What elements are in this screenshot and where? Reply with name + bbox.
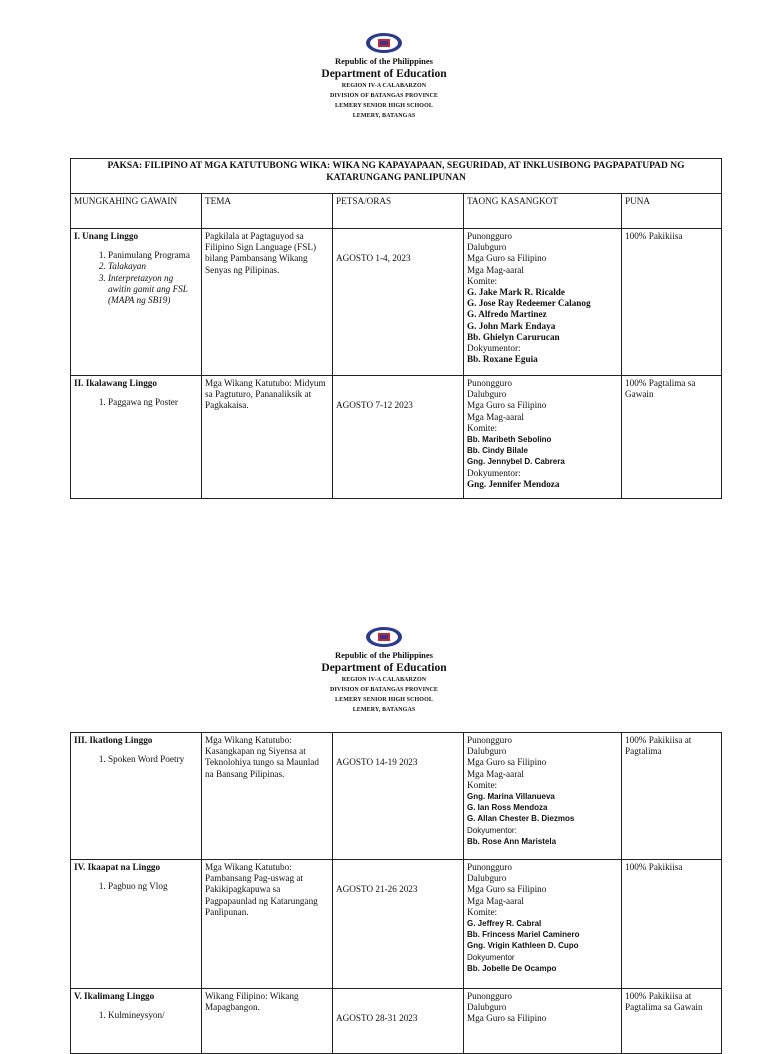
- schedule-table-2: [70, 732, 722, 1054]
- address-text: LEMERY, BATANGAS: [352, 707, 416, 713]
- date-cell: AGOSTO 21-26 2023: [333, 860, 464, 989]
- person-role: Komite:: [467, 779, 498, 790]
- theme-cell: Wikang Filipino: Wikang Mapagbangon.: [202, 989, 333, 1054]
- table-row: [71, 860, 722, 989]
- person-role: Dalubguro: [467, 746, 507, 757]
- week-label: IV. Ikaapat na Linggo: [74, 862, 161, 872]
- committee-member: Gng. Marina Villanueva: [467, 792, 555, 802]
- division-text: DIVISION OF BATANGAS PROVINCE: [330, 93, 438, 99]
- activity-list: [74, 250, 198, 306]
- committee-member: Bb. Maribeth Sebolino: [467, 435, 552, 445]
- activity-list: [74, 1010, 198, 1021]
- person-role: Dalubguro: [467, 389, 507, 400]
- committee-member: Gng. Jennybel D. Cabrera: [467, 457, 565, 467]
- remarks-cell: 100% Pakikiisa at Pagtalima: [622, 733, 722, 860]
- committee-member: Bb. Frincess Mariel Caminero: [467, 930, 580, 940]
- remarks-cell: 100% Pakikiisa: [622, 229, 722, 376]
- schedule-table-1: [70, 158, 722, 499]
- documentor-label: Dokyumentor:: [467, 467, 521, 478]
- division-text: DIVISION OF BATANGAS PROVINCE: [330, 687, 438, 693]
- department-text: Department of Education: [321, 68, 447, 80]
- date-cell: AGOSTO 14-19 2023: [333, 733, 464, 860]
- person-role: Mga Mag-aaral: [467, 768, 524, 779]
- committee-member: G. Alfredo Martinez: [467, 309, 547, 320]
- person-role: Dalubguro: [467, 1002, 507, 1013]
- committee-member: G. Jeffrey R. Cabral: [467, 919, 542, 929]
- person-role: Dalubguro: [467, 873, 507, 884]
- people-cell: [464, 376, 622, 499]
- committee-member: Gng. Vrigin Kathleen D. Cupo: [467, 941, 579, 951]
- activity-item: 1. Pagbuo ng Vlog: [108, 881, 198, 892]
- person-role: Mga Guro sa Filipino: [467, 400, 547, 411]
- table-row: [71, 376, 722, 499]
- person-role: Mga Guro sa Filipino: [467, 757, 547, 768]
- remarks-cell: 100% Pagtalima sa Gawain: [622, 376, 722, 499]
- person-role: Punongguro: [467, 231, 512, 241]
- theme-cell: Mga Wikang Katutubo: Midyum sa Pagtuturo, Pananaliksik at Pagkakaisa.: [202, 376, 333, 499]
- week-label: I. Unang Linggo: [74, 231, 139, 241]
- table-row: [71, 229, 722, 376]
- theme-cell: Mga Wikang Katutubo: Pambansang Pag-uswag at Pakikipagkapuwa sa Pagpapaunlad ng Katarungang Panlipunan.: [202, 860, 333, 989]
- person-role: Komite:: [467, 422, 498, 433]
- documentor-name: Bb. Roxane Eguia: [467, 354, 538, 365]
- week-label: V. Ikalimang Linggo: [74, 991, 155, 1001]
- activity-list: [74, 881, 198, 892]
- table-row: [71, 989, 722, 1054]
- person-role: Mga Guro sa Filipino: [467, 253, 547, 264]
- people-cell: [464, 733, 622, 860]
- documentor-label: Dokyumentor:: [467, 825, 517, 835]
- committee-member: G. Jose Ray Redeemer Calanog: [467, 298, 591, 309]
- region-text: REGION IV-A CALABARZON: [341, 677, 427, 683]
- committee-member: G. John Mark Endaya: [467, 320, 556, 331]
- table-header-row: [71, 194, 722, 229]
- region-text: REGION IV-A CALABARZON: [341, 83, 427, 89]
- documentor-name: Gng. Jennifer Mendoza: [467, 478, 560, 489]
- activity-item: 1. Spoken Word Poetry: [108, 754, 198, 765]
- column-header: TEMA: [202, 194, 333, 229]
- date-cell: AGOSTO 7-12 2023: [333, 376, 464, 499]
- letterhead-2: [0, 626, 768, 715]
- department-text: Department of Education: [321, 662, 447, 674]
- committee-member: Bb. Ghielyn Carurucan: [467, 331, 560, 342]
- deped-seal-icon: [365, 626, 403, 648]
- person-role: Punongguro: [467, 378, 512, 388]
- activity-item: 3. Interpretazyon ng awitin gamit ang FSL (MAPA ng SB19): [108, 273, 198, 307]
- person-role: Mga Guro sa Filipino: [467, 1013, 547, 1024]
- remarks-cell: 100% Pakikiisa at Pagtalima sa Gawain: [622, 989, 722, 1054]
- person-role: Mga Guro sa Filipino: [467, 884, 547, 895]
- people-cell: [464, 989, 622, 1054]
- activity-item: 2. Talakayan: [108, 261, 198, 272]
- documentor-name: Bb. Rose Ann Maristela: [467, 836, 557, 846]
- committee-member: G. Ian Ross Mendoza: [467, 803, 548, 813]
- person-role: Dalubguro: [467, 242, 507, 253]
- letterhead-1: [0, 32, 768, 121]
- address-text: LEMERY, BATANGAS: [352, 113, 416, 119]
- person-role: Mga Mag-aaral: [467, 264, 524, 275]
- activity-list: [74, 397, 198, 408]
- activity-item: 1. Kulmineysyon/: [108, 1010, 198, 1021]
- documentor-name: Bb. Jobelle De Ocampo: [467, 963, 557, 973]
- date-cell: AGOSTO 1-4, 2023: [333, 229, 464, 376]
- committee-member: G. Jake Mark R. Ricalde: [467, 287, 565, 298]
- column-header: MUNGKAHING GAWAIN: [71, 194, 202, 229]
- documentor-label: Dokyumentor:: [467, 343, 521, 354]
- documentor-label: Dokyumentor: [467, 952, 515, 962]
- person-role: Punongguro: [467, 862, 512, 872]
- week-label: III. Ikatlong Linggo: [74, 735, 153, 745]
- remarks-cell: 100% Pakikiisa: [622, 860, 722, 989]
- people-cell: [464, 229, 622, 376]
- column-header: PUNA: [622, 194, 722, 229]
- person-role: Mga Mag-aaral: [467, 411, 524, 422]
- table-row: [71, 733, 722, 860]
- date-cell: AGOSTO 28-31 2023: [333, 989, 464, 1054]
- week-label: II. Ikalawang Linggo: [74, 378, 157, 388]
- person-role: Komite:: [467, 275, 498, 286]
- column-header: PETSA/ORAS: [333, 194, 464, 229]
- activity-item: 1. Panimulang Programa: [108, 250, 198, 261]
- deped-seal-icon: [365, 32, 403, 54]
- person-role: Mga Mag-aaral: [467, 895, 524, 906]
- person-role: Punongguro: [467, 735, 512, 745]
- activity-list: [74, 754, 198, 765]
- theme-cell: Pagkilala at Pagtaguyod sa Filipino Sign Language (FSL) bilang Pambansang Wikang Senyas ng Pilipinas.: [202, 229, 333, 376]
- table-title: PAKSA: FILIPINO AT MGA KATUTUBONG WIKA: WIKA NG KAPAYAPAAN, SEGURIDAD, AT INKLUSIBONG PAGPAPATUPAD NG KATARUNGANG PANLIPUNAN: [71, 159, 722, 194]
- activity-item: 1. Paggawa ng Poster: [108, 397, 198, 408]
- people-cell: [464, 860, 622, 989]
- person-role: Punongguro: [467, 991, 512, 1001]
- column-header: TAONG KASANGKOT: [464, 194, 622, 229]
- person-role: Komite:: [467, 906, 498, 917]
- committee-member: G. Allan Chester B. Diezmos: [467, 814, 575, 824]
- republic-text: Republic of the Philippines: [334, 650, 433, 660]
- committee-member: Bb. Cindy Bilale: [467, 446, 528, 456]
- theme-cell: Mga Wikang Katutubo: Kasangkapan ng Siyensa at Teknolohiya tungo sa Maunlad na Bansang Pilipinas.: [202, 733, 333, 860]
- school-text: LEMERY SENIOR HIGH SCHOOL: [335, 697, 433, 703]
- school-text: LEMERY SENIOR HIGH SCHOOL: [335, 103, 433, 109]
- republic-text: Republic of the Philippines: [334, 56, 433, 66]
